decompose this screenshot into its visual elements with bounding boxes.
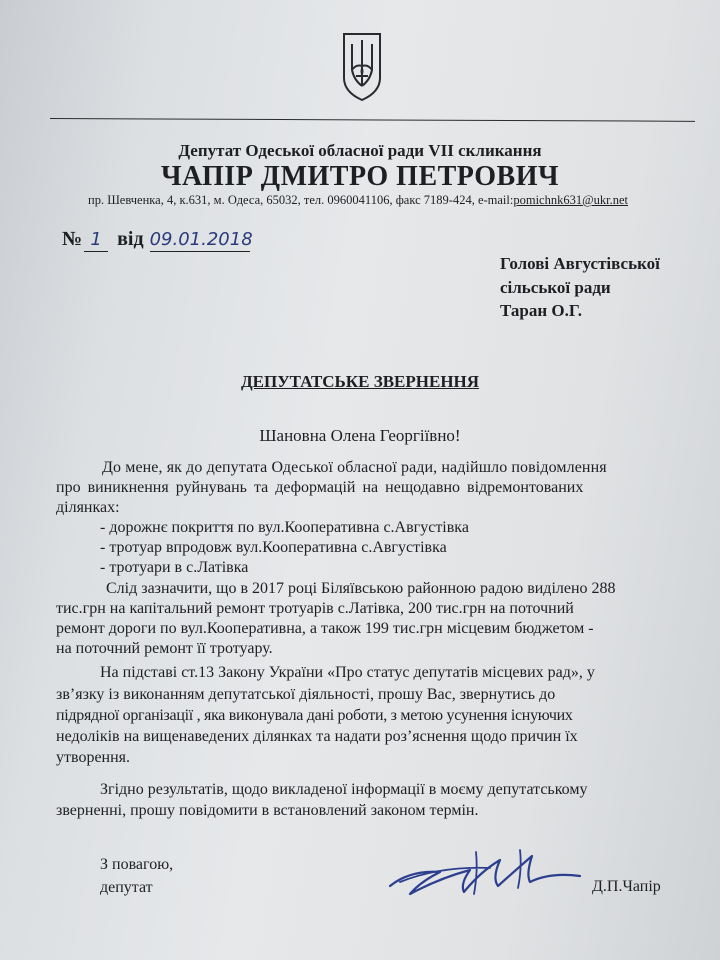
addressee-line-3: Таран О.Г.	[500, 301, 583, 320]
deputy-position: Депутат Одеської обласної ради VII скликання	[178, 141, 542, 160]
document-title: ДЕПУТАТСЬКЕ ЗВЕРНЕННЯ	[240, 372, 480, 391]
body-line: зверненні, прошу повідомити в встановлений законом термін.	[56, 802, 479, 819]
document-number: 1	[90, 229, 102, 250]
body-line: зв’язку із виконанням депутатської діяльності, прошу Вас, звернутись до	[56, 686, 556, 703]
signer-name: Д.П.Чапір	[592, 878, 661, 895]
body-line: ремонт дороги по вул.Кооперативна, а також 199 тис.грн місцевим бюджетом -	[56, 620, 594, 637]
body-line: про виникнення руйнувань та деформацій на нещодавно відремонтованих	[56, 479, 584, 496]
handwritten-signature-icon	[380, 842, 600, 902]
number-label: №	[62, 228, 83, 250]
document-date: 09.01.2018	[149, 229, 253, 250]
header-divider	[50, 118, 695, 122]
closing-greeting: З повагою,	[100, 856, 174, 873]
addressee-line-1: Голові Августівської	[500, 254, 660, 273]
body-line: Слід зазначити, що в 2017 році Біляївською районною радою виділено 288	[106, 580, 616, 597]
body-line: До мене, як до депутата Одеської обласної ради, надійшло повідомлення	[102, 459, 607, 476]
contact-email: pomichnk631@ukr.net	[513, 193, 628, 207]
body-line: на поточний ремонт її тротуару.	[56, 640, 273, 657]
date-label: від	[117, 228, 144, 250]
trident-emblem-icon	[340, 30, 384, 102]
body-line: Згідно результатів, щодо викладеної інформації в моєму депутатському	[100, 781, 588, 798]
body-line: На підставі ст.13 Закону України «Про статус депутатів місцевих рад», у	[100, 664, 595, 681]
list-item: - дорожнє покриття по вул.Кооперативна с.Августівка	[100, 519, 469, 536]
closing-role: депутат	[100, 879, 153, 896]
document-reference	[62, 228, 253, 252]
contact-line	[88, 193, 628, 208]
greeting: Шановна Олена Георгіївно!	[259, 426, 461, 445]
addressee-line-2: сільської ради	[500, 278, 611, 297]
list-item: - тротуари в с.Латівка	[100, 559, 249, 576]
deputy-name: ЧАПІР ДМИТРО ПЕТРОВИЧ	[160, 161, 560, 192]
body-line: утворення.	[56, 749, 131, 766]
contact-details: пр. Шевченка, 4, к.631, м. Одеса, 65032, тел. 0960041106, факс 7189-424, e-mail:	[88, 193, 514, 207]
body-line: ділянках:	[56, 499, 120, 516]
body-line: підрядної організації , яка виконувала дані роботи, з метою усунення існуючих	[56, 707, 573, 724]
list-item: - тротуар впродовж вул.Кооперативна с.Августівка	[100, 539, 447, 556]
body-line: недоліків на вищенаведених ділянках та надати роз’яснення щодо причин їх	[56, 728, 578, 745]
body-line: тис.грн на капітальний ремонт тротуарів с.Латівка, 200 тис.грн на поточний	[56, 600, 574, 617]
